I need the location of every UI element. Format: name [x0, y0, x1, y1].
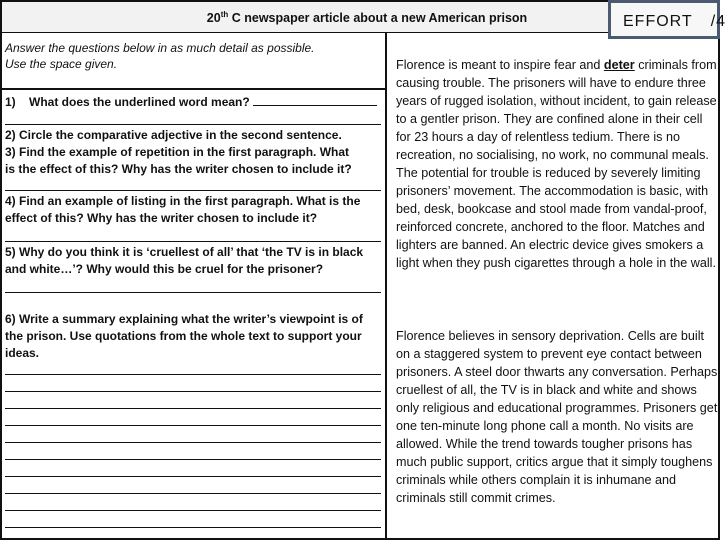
question-5 [5, 244, 383, 278]
answer-line[interactable] [5, 190, 381, 191]
answer-line[interactable] [5, 408, 381, 409]
answer-line[interactable] [5, 510, 381, 511]
answer-line[interactable] [5, 425, 381, 426]
column-divider [385, 33, 387, 540]
question-text: What does the underlined word mean? [29, 95, 250, 109]
answer-blank[interactable] [253, 94, 377, 106]
article-text: Florence believes in sensory deprivation. Cells are built on a staggered system to prevent eye contact between prisoners. A steel door thwarts any conversation. Perhaps cruellest of all, the TV is in black and white and shows only religious and educational programmes. Prisoners get one ten-minute long phone call a month. No visits are allowed. While the trend towards tougher prisons has much public support, critics argue that it simply toughens criminals while others complain it is inhumane and criminals still commit crimes. [396, 329, 718, 505]
title-sup: th [220, 10, 229, 19]
answer-line[interactable] [5, 124, 381, 125]
question-text: 3) Find the example of repetition in the first paragraph. What is the effect of this? Why has the writer chosen to include it? [5, 145, 352, 176]
answer-line[interactable] [5, 241, 381, 242]
page-title [152, 10, 582, 25]
answer-line[interactable] [5, 374, 381, 375]
answer-line[interactable] [5, 476, 381, 477]
answer-line[interactable] [5, 459, 381, 460]
question-2 [5, 127, 383, 144]
question-3 [5, 144, 360, 178]
question-text: 4) Find an example of listing in the first paragraph. What is the effect of this? Why has the writer chosen to include it? [5, 194, 361, 225]
article-text: criminals from causing trouble. The prisoners will have to endure three years of rugged isolation, without incident, to gain release to a gentler prison. They are confined alone in their cell for 23 hours a day of relentless tedium. There is no recreation, no socialising, no work, no communal meals. The potential for trouble is reduced by severely limiting prisoners’ movement. The accommodation is basic, with bed, desk, bookcase and stool made from vandal-proof, reinforced concrete, anchored to the floor. Matches and lighters are banned. An electric device gives smokers a light when they push cigarettes through a hole in the wall. [396, 58, 717, 270]
article-paragraph-2 [396, 327, 718, 507]
question-6 [5, 311, 375, 362]
question-text: 2) Circle the comparative adjective in the second sentence. [5, 128, 342, 142]
title-prefix: 20 [206, 11, 221, 26]
question-4 [5, 193, 365, 227]
instruction-line: Use the space given. [5, 57, 118, 71]
question-1 [5, 94, 383, 111]
question-number: 1) [5, 95, 16, 109]
answer-line[interactable] [5, 493, 381, 494]
instructions [5, 40, 315, 72]
question-text: 6) Write a summary explaining what the writer’s viewpoint is of the prison. Use quotations from the whole text to support your ideas. [5, 312, 363, 360]
effort-score-box [608, 0, 726, 39]
article-text: Florence is meant to inspire fear and [396, 58, 604, 72]
answer-line[interactable] [5, 527, 381, 528]
title-rest: C newspaper article about a new American prison [228, 11, 528, 26]
answer-line[interactable] [5, 292, 381, 293]
effort-label: EFFORT [623, 13, 693, 30]
article-paragraph-1 [396, 56, 718, 272]
divider [0, 88, 386, 90]
answer-line[interactable] [5, 391, 381, 392]
question-text: 5) Why do you think it is ‘cruellest of all’ that ‘the TV is in black and white…’? Why would this be cruel for the prisoner? [5, 245, 364, 276]
underlined-word: deter [603, 58, 635, 72]
answer-line[interactable] [5, 442, 381, 443]
effort-max: /4 [710, 13, 726, 30]
instruction-line: Answer the questions below in as much detail as possible. [5, 41, 315, 55]
